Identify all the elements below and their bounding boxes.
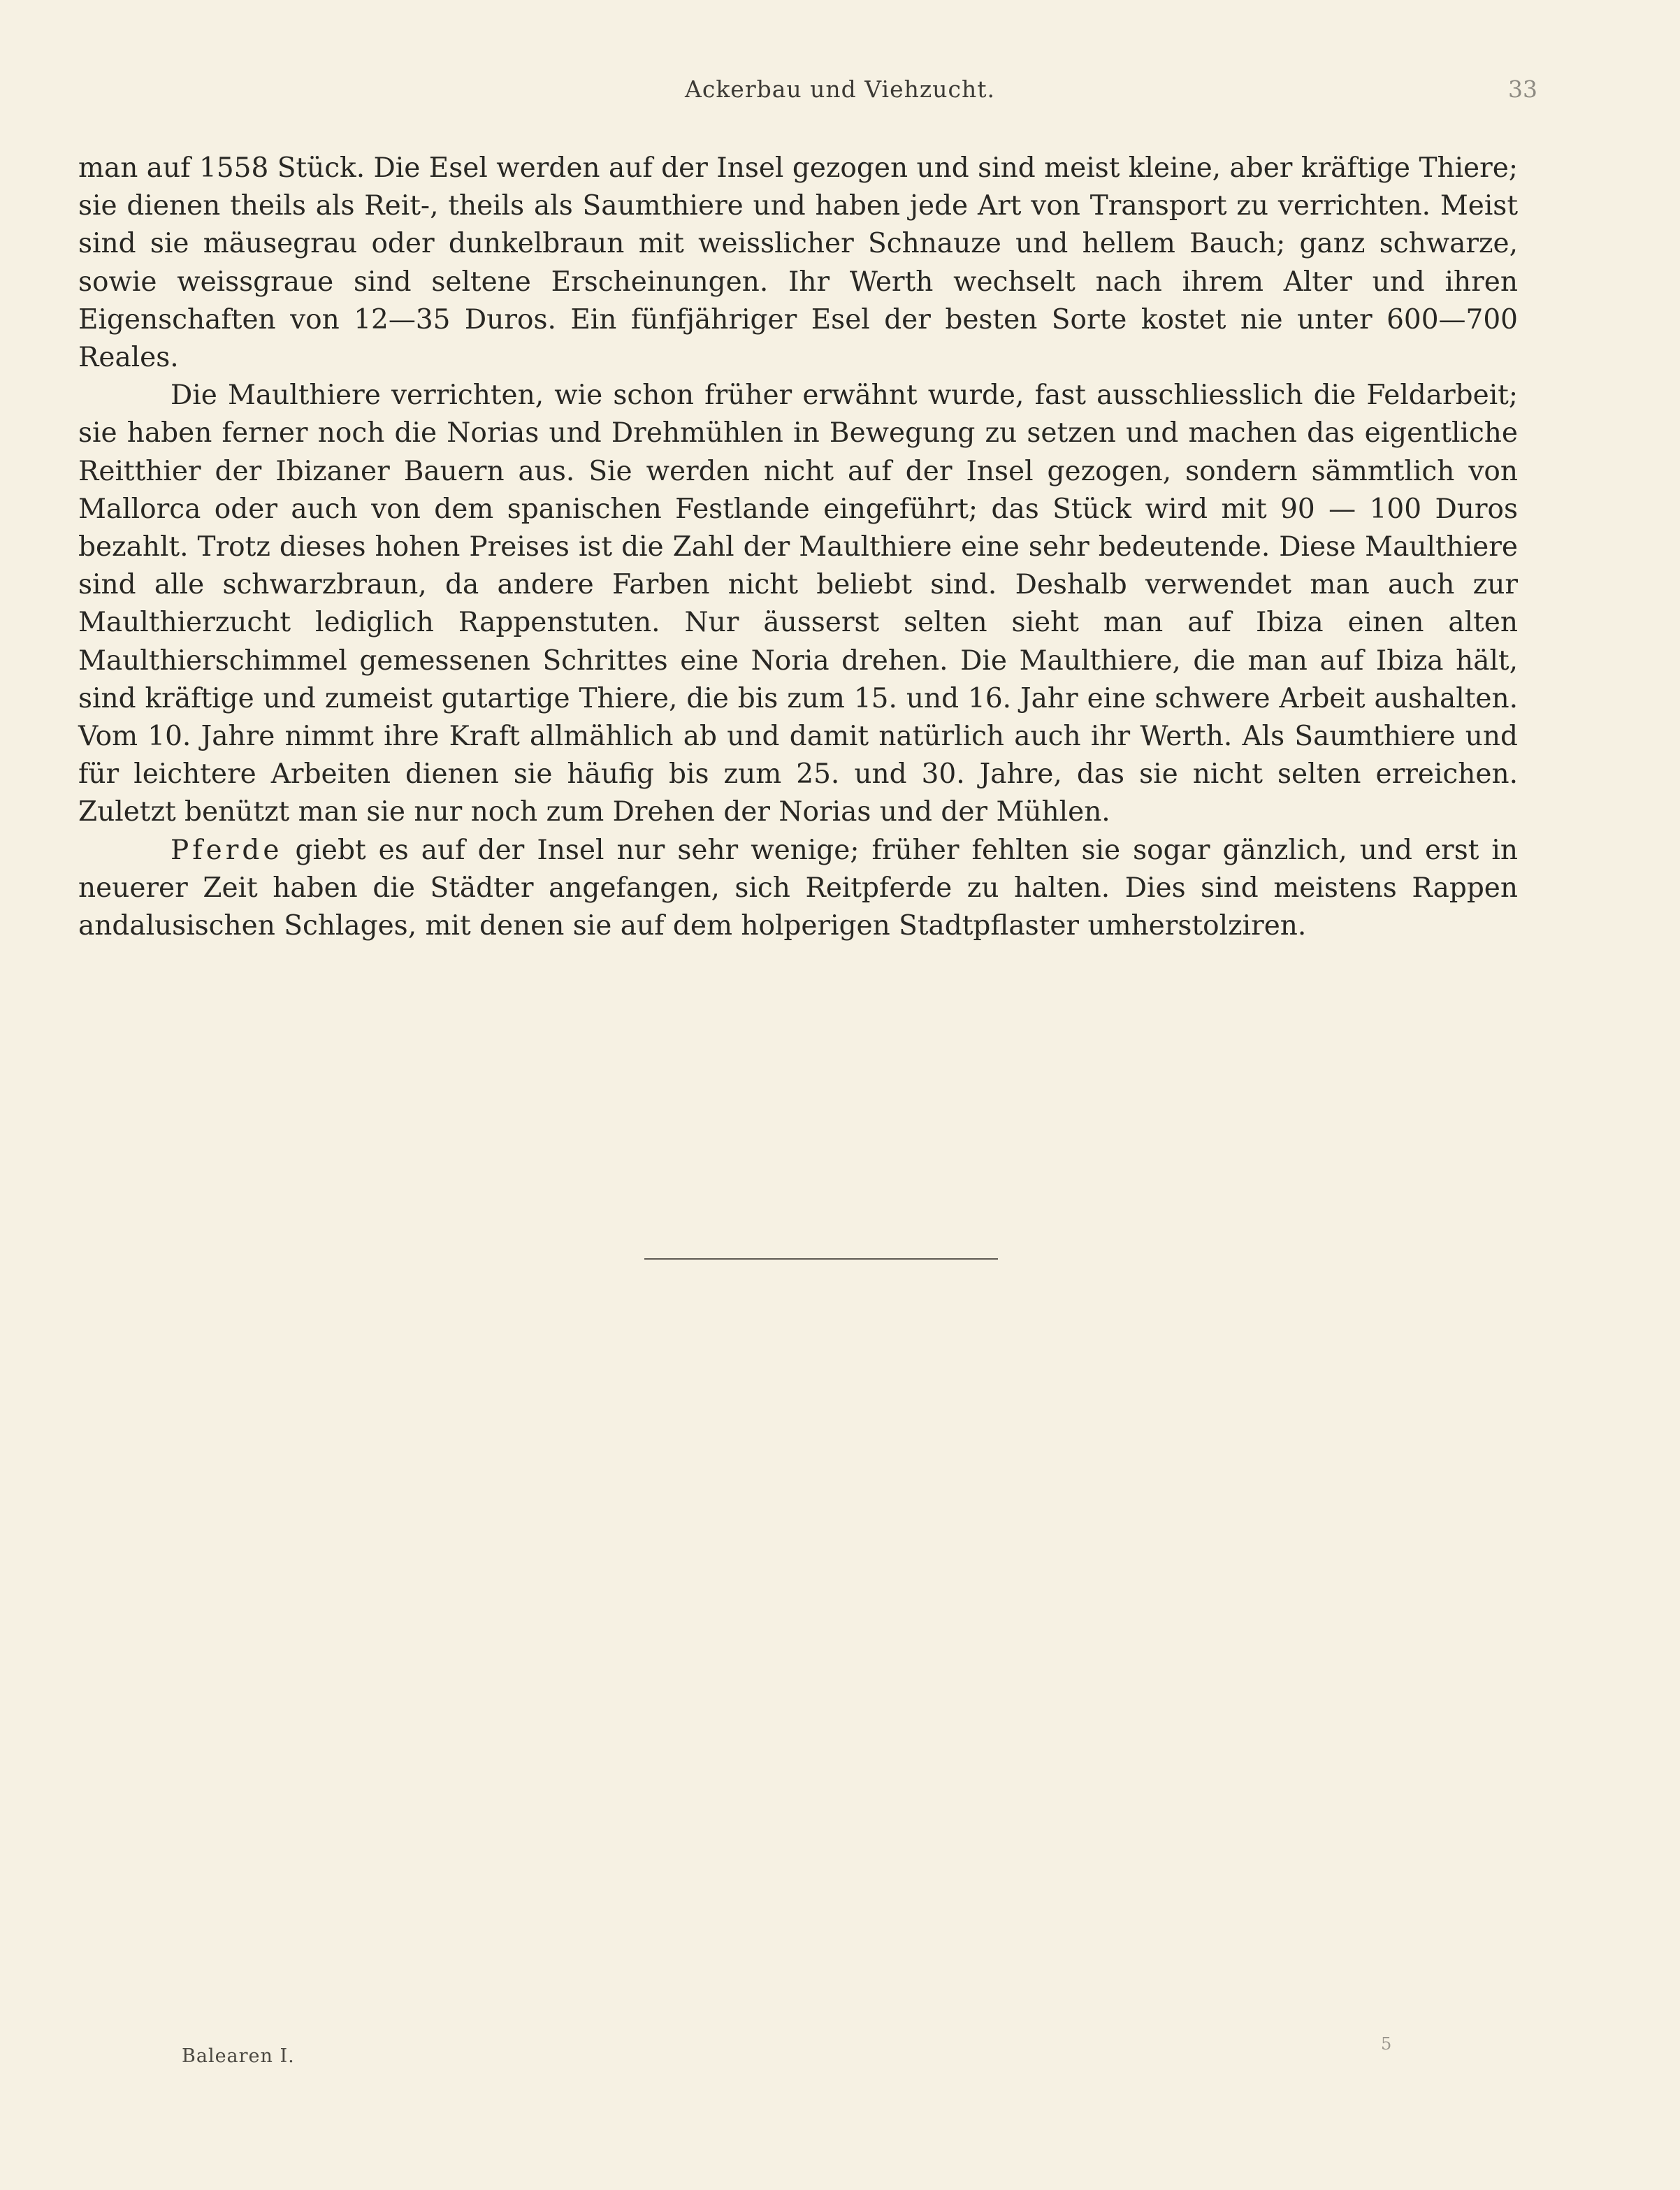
paragraph-1: man auf 1558 Stück. Die Esel werden auf der Insel gezogen und sind meist kleine, aber kräftige Thiere; sie dienen theils als Reit-, theils als Saumthiere und haben jede Art von Transport zu verrichten. Meist sind sie mäusegrau oder dunkelbraun mit weisslicher Schnauze und hellem Bauch; ganz schwarze, sowie weissgraue sind seltene Erscheinungen. Ihr Werth wechselt nach ihrem Alter und ihren Eigenschaften von 12—35 Duros. Ein fünfjähriger Esel der besten Sorte kostet nie unter 600—700 Reales. [78,152,1518,374]
paragraph-3-lead-word: Pferde [171,834,283,866]
signature-mark: Balearen I. [182,2045,295,2067]
running-head-title: Ackerbau und Viehzucht. [685,75,995,103]
body-text [78,150,1518,945]
page-number: 33 [1508,75,1537,103]
paragraph-2: Die Maulthiere verrichten, wie schon früher erwähnt wurde, fast ausschliesslich die Feldarbeit; sie haben ferner noch die Norias und Drehmühlen in Bewegung zu setzen und machen das eigentliche Reitthier der Ibizaner Bauern aus. Sie werden nicht auf der Insel gezogen, sondern sämmtlich von Mallorca oder auch von dem spanischen Festlande eingeführt; das Stück wird mit 90 — 100 Duros bezahlt. Trotz dieses hohen Preises ist die Zahl der Maulthiere eine sehr bedeutende. Diese Maulthiere sind alle schwarzbraun, da andere Farben nicht beliebt sind. Deshalb verwendet man auch zur Maulthierzucht lediglich Rappenstuten. Nur äusserst selten sieht man auf Ibiza einen alten Maulthierschimmel gemessenen Schrittes eine Noria drehen. Die Maulthiere, die man auf Ibiza hält, sind kräftige und zumeist gutartige Thiere, die bis zum 15. und 16. Jahr eine schwere Arbeit aushalten. Vom 10. Jahre nimmt ihre Kraft allmählich ab und damit natürlich auch ihr Werth. Als Saumthiere und für leichtere Arbeiten dienen sie häufig bis zum 25. und 30. Jahre, das sie nicht selten erreichen. Zuletzt benützt man sie nur noch zum Drehen der Norias und der Mühlen. [78,380,1518,828]
section-divider [644,1258,998,1260]
paragraph-3 [78,832,1518,946]
sheet-number: 5 [1381,2034,1392,2054]
paragraph-3-text: giebt es auf der Insel nur sehr wenige; früher fehlten sie sogar gänzlich, und erst in neuerer Zeit haben die Städter angefangen, sich Reitpferde zu halten. Dies sind meistens Rappen andalusischen Schlages, mit denen sie auf dem holperigen Stadtpflaster umherstolziren. [78,834,1518,942]
